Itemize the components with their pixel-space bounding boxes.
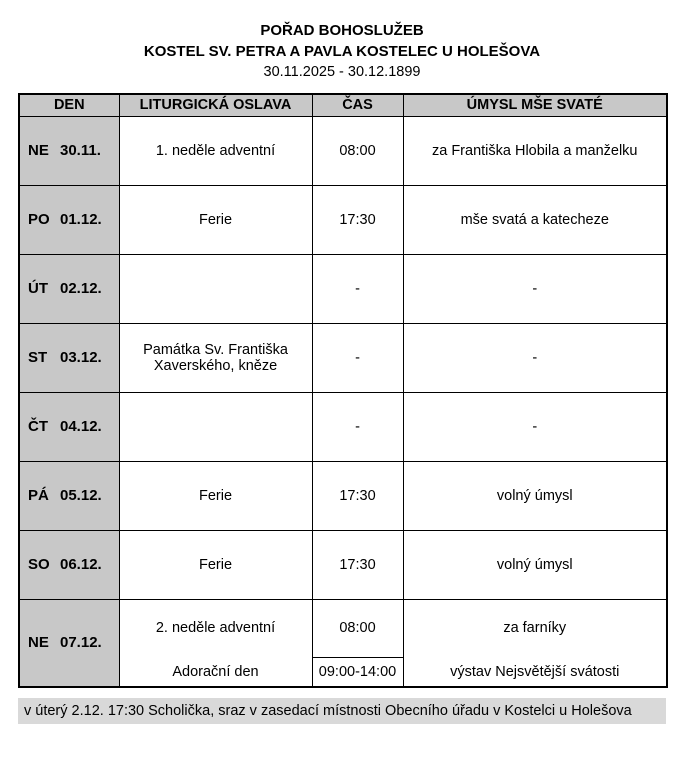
column-header-celebration: LITURGICKÁ OSLAVA <box>119 94 312 116</box>
time-cell: 17:30 <box>312 530 403 599</box>
day-cell <box>19 599 119 687</box>
table-row <box>19 599 667 657</box>
celebration-cell <box>119 392 312 461</box>
time-cell: 17:30 <box>312 461 403 530</box>
celebration-cell <box>119 254 312 323</box>
day-cell <box>19 323 119 392</box>
table-row <box>19 323 667 392</box>
celebration-cell: Ferie <box>119 461 312 530</box>
schedule-table <box>18 93 668 688</box>
document-header <box>18 20 666 83</box>
day-abbr: PO <box>28 211 50 228</box>
column-header-time: ČAS <box>312 94 403 116</box>
day-date: 07.12. <box>60 634 102 652</box>
day-date: 30.11. <box>60 142 101 159</box>
celebration-cell: Památka Sv. Františka Xaverského, kněze <box>119 323 312 392</box>
time-cell: 09:00-14:00 <box>312 657 403 687</box>
day-abbr: ČT <box>28 418 48 435</box>
day-cell <box>19 461 119 530</box>
day-abbr: ÚT <box>28 280 48 297</box>
day-cell <box>19 116 119 185</box>
table-row <box>19 530 667 599</box>
day-abbr: NE <box>28 634 49 652</box>
table-row <box>19 461 667 530</box>
page-title: POŘAD BOHOSLUŽEB <box>260 22 424 39</box>
time-cell: - <box>312 392 403 461</box>
celebration-cell: Adorační den <box>119 657 312 687</box>
time-cell: 08:00 <box>312 599 403 657</box>
intention-cell: za Františka Hlobila a manželku <box>403 116 667 185</box>
table-row <box>19 254 667 323</box>
intention-cell: volný úmysl <box>403 530 667 599</box>
celebration-cell: Ferie <box>119 530 312 599</box>
date-range: 30.11.2025 - 30.12.1899 <box>263 64 421 80</box>
day-abbr: ST <box>28 349 48 366</box>
day-date: 03.12. <box>60 349 102 366</box>
time-cell: 17:30 <box>312 185 403 254</box>
intention-cell: mše svatá a katecheze <box>403 185 667 254</box>
schedule-note: v úterý 2.12. 17:30 Scholička, sraz v zasedací místnosti Obecního úřadu v Kostelci u Holešova <box>18 698 666 724</box>
table-header-row <box>19 94 667 116</box>
day-date: 06.12. <box>60 556 102 573</box>
celebration-cell: 1. neděle adventní <box>119 116 312 185</box>
table-row <box>19 185 667 254</box>
day-cell <box>19 185 119 254</box>
column-header-intention: ÚMYSL MŠE SVATÉ <box>403 94 667 116</box>
day-abbr: PÁ <box>28 487 49 504</box>
intention-cell: volný úmysl <box>403 461 667 530</box>
intention-cell: - <box>403 323 667 392</box>
time-cell: - <box>312 254 403 323</box>
table-row <box>19 116 667 185</box>
day-cell <box>19 530 119 599</box>
time-cell: - <box>312 323 403 392</box>
day-date: 02.12. <box>60 280 102 297</box>
day-cell <box>19 254 119 323</box>
church-name: KOSTEL SV. PETRA A PAVLA KOSTELEC U HOLEŠOVA <box>143 43 541 60</box>
table-row <box>19 392 667 461</box>
celebration-cell: Ferie <box>119 185 312 254</box>
column-header-day: DEN <box>19 94 119 116</box>
intention-cell: za farníky <box>403 599 667 657</box>
intention-cell: - <box>403 254 667 323</box>
day-abbr: SO <box>28 556 50 573</box>
day-cell <box>19 392 119 461</box>
celebration-cell: 2. neděle adventní <box>119 599 312 657</box>
day-date: 01.12. <box>60 211 102 228</box>
time-cell: 08:00 <box>312 116 403 185</box>
intention-cell: - <box>403 392 667 461</box>
day-abbr: NE <box>28 142 49 159</box>
intention-cell: výstav Nejsvětější svátosti <box>403 657 667 687</box>
day-date: 05.12. <box>60 487 102 504</box>
day-date: 04.12. <box>60 418 102 435</box>
